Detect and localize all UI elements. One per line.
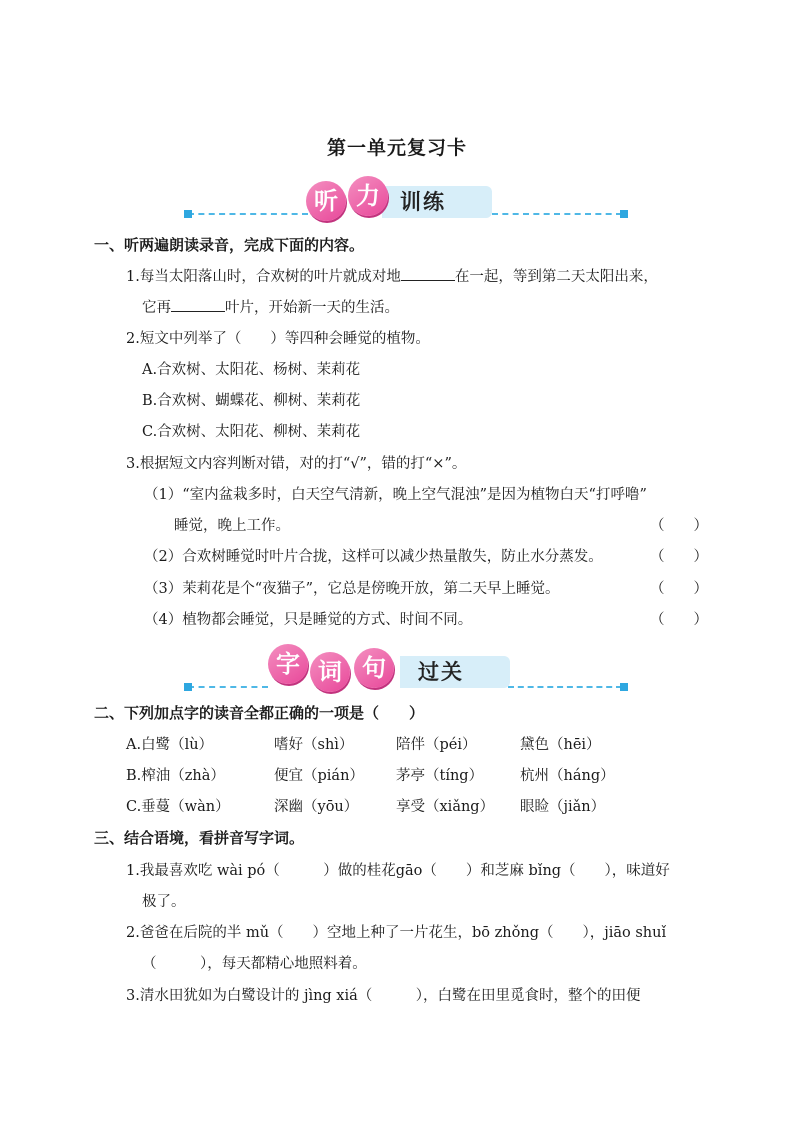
square-marker-left xyxy=(184,683,192,691)
banner-char-bubble: 句 xyxy=(354,648,394,688)
square-marker-right xyxy=(620,683,628,691)
banner-tag: 过关 xyxy=(400,656,510,688)
question-line: 3.清水田犹如为白鹭设计的 jìng xiá（ ），白鹭在田里觅食时，整个的田便 xyxy=(126,988,641,1004)
option-cell: 杭州（háng） xyxy=(520,768,615,784)
question-line: （ ），每天都精心地照料着。 xyxy=(142,956,367,972)
option-cell: 茅亭（tíng） xyxy=(396,768,484,784)
option-cell: 黛色（hēi） xyxy=(520,737,601,753)
question-line: 1.我最喜欢吃 wài pó（ ）做的桂花gāo（ ）和芝麻 bǐng（ ），味道好 xyxy=(126,863,670,879)
dashed-line-right xyxy=(492,213,622,215)
question-line: 2.短文中列举了（ ）等四种会睡觉的植物。 xyxy=(126,331,430,347)
option-cell: C.垂蔓（wàn） xyxy=(126,799,230,815)
banner-char-bubble: 字 xyxy=(268,644,308,684)
square-marker-left xyxy=(184,210,192,218)
option-cell: A.白鹭（lù） xyxy=(126,737,214,753)
dashed-line-left xyxy=(188,686,268,688)
option-cell: 便宜（pián） xyxy=(274,768,364,784)
banner-char-bubble: 词 xyxy=(310,652,350,692)
option-line: A.合欢树、太阳花、杨树、茉莉花 xyxy=(142,362,361,378)
answer-paren: （ ） xyxy=(650,549,708,565)
square-marker-right xyxy=(620,210,628,218)
banner-char-bubble: 力 xyxy=(348,176,388,216)
answer-paren: （ ） xyxy=(650,581,708,597)
fill-blank xyxy=(171,299,225,312)
section-heading: 一、听两遍朗读录音，完成下面的内容。 xyxy=(94,236,365,254)
fill-blank xyxy=(401,268,455,281)
answer-paren: （ ） xyxy=(650,518,708,534)
question-line: 2.爸爸在后院的半 mǔ（ ）空地上种了一片花生，bō zhǒng（ ），jiāo shuǐ xyxy=(126,925,667,941)
banner-tag: 训练 xyxy=(382,186,492,218)
option-line: B.合欢树、蝴蝶花、柳树、茉莉花 xyxy=(142,393,361,409)
page-title: 第一单元复习卡 xyxy=(326,137,467,159)
question-line: 3.根据短文内容判断对错，对的打“√”，错的打“×”。 xyxy=(126,456,467,472)
option-cell: 深幽（yōu） xyxy=(274,799,359,815)
dashed-line-left xyxy=(188,213,308,215)
question-line: 1.每当太阳落山时，合欢树的叶片就成对地 在一起，等到第二天太阳出来， xyxy=(126,269,658,285)
answer-paren: （ ） xyxy=(650,612,708,628)
banner-char-bubble: 听 xyxy=(306,181,346,221)
option-line: C.合欢树、太阳花、柳树、茉莉花 xyxy=(142,424,361,440)
section-heading: 三、结合语境，看拼音写字词。 xyxy=(94,829,305,847)
judge-line: （4）植物都会睡觉，只是睡觉的方式、时间不同。 xyxy=(144,612,473,628)
section-heading: 二、下列加点字的读音全都正确的一项是（ ） xyxy=(94,704,425,722)
question-line: 极了。 xyxy=(142,894,186,910)
option-cell: 陪伴（péi） xyxy=(396,737,477,753)
option-cell: 眼睑（jiǎn） xyxy=(520,799,606,815)
option-cell: 享受（xiǎng） xyxy=(396,799,495,815)
question-line: 它再 叶片，开始新一天的生活。 xyxy=(142,300,399,316)
option-cell: B.榨油（zhà） xyxy=(126,768,225,784)
option-cell: 嗜好（shì） xyxy=(274,737,354,753)
judge-line: （2）合欢树睡觉时叶片合拢，这样可以减少热量散失，防止水分蒸发。 xyxy=(144,549,603,565)
judge-line: （3）茉莉花是个“夜猫子”，它总是傍晚开放，第二天早上睡觉。 xyxy=(144,581,560,597)
judge-line: （1）“室内盆栽多时，白天空气清新，晚上空气混浊”是因为植物白天“打呼噜” xyxy=(144,487,647,503)
dashed-line-right xyxy=(508,686,622,688)
judge-line: 睡觉，晚上工作。 xyxy=(174,518,290,534)
